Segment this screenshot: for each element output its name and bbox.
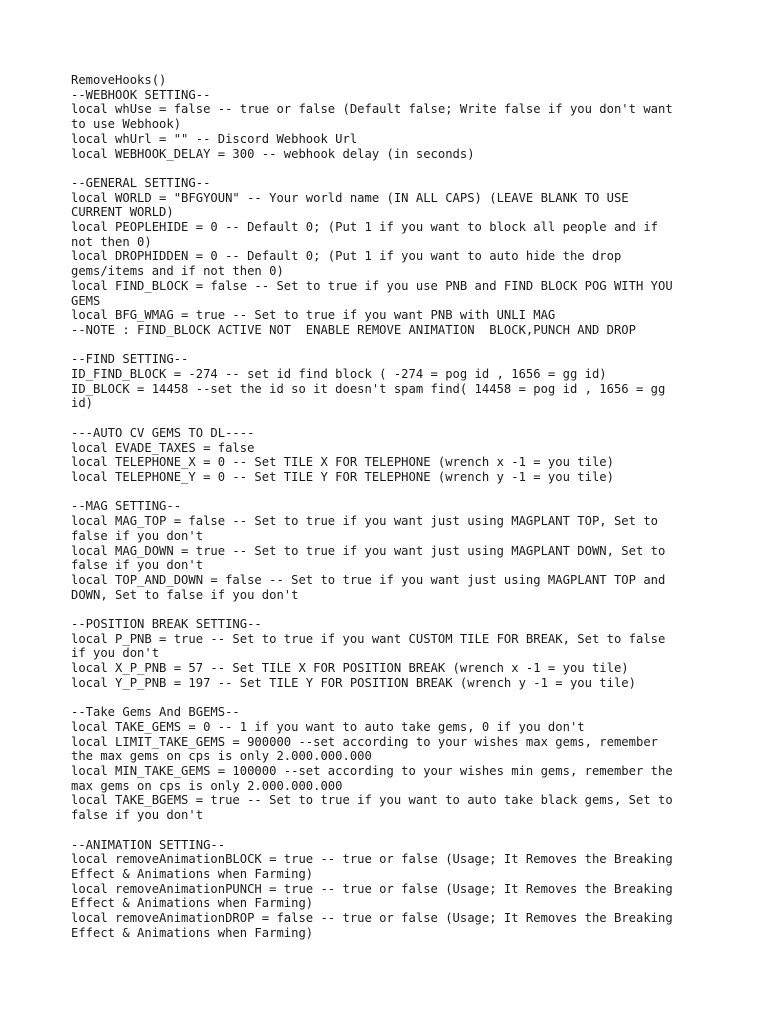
code-line: local removeAnimationPUNCH = true -- true or false (Usage; It Removes the Breaking [71, 881, 673, 896]
code-line: local removeAnimationBLOCK = true -- true or false (Usage; It Removes the Breaking [71, 852, 673, 867]
code-line: local P_PNB = true -- Set to true if you want CUSTOM TILE FOR BREAK, Set to false [71, 631, 666, 646]
code-line: local TAKE_GEMS = 0 -- 1 if you want to auto take gems, 0 if you don't [71, 719, 585, 734]
blank-line [71, 823, 699, 838]
code-line: --NOTE : FIND_BLOCK ACTIVE NOT ENABLE REMOVE ANIMATION BLOCK,PUNCH AND DROP [71, 322, 636, 337]
code-line: local BFG_WMAG = true -- Set to true if you want PNB with UNLI MAG [71, 308, 556, 323]
code-line: false if you don't [71, 808, 204, 823]
code-line: Effect & Animations when Farming) [71, 896, 314, 911]
code-line: local TAKE_BGEMS = true -- Set to true if you want to auto take black gems, Set to [71, 793, 673, 808]
code-line: ---AUTO CV GEMS TO DL---- [71, 425, 255, 440]
code-line: local Y_P_PNB = 197 -- Set TILE Y FOR POSITION BREAK (wrench y -1 = you tile) [71, 675, 636, 690]
code-line: local EVADE_TAXES = false [71, 440, 255, 455]
code-line: local PEOPLEHIDE = 0 -- Default 0; (Put 1 if you want to block all people and if [71, 220, 658, 235]
code-line: local DROPHIDDEN = 0 -- Default 0; (Put 1 if you want to auto hide the drop [71, 249, 622, 264]
code-line: Effect & Animations when Farming) [71, 925, 314, 940]
blank-line [71, 485, 699, 500]
code-line: DOWN, Set to false if you don't [71, 587, 299, 602]
code-line: ID_FIND_BLOCK = -274 -- set id find block ( -274 = pog id , 1656 = gg id) [71, 367, 607, 382]
code-line: local MAG_DOWN = true -- Set to true if you want just using MAGPLANT DOWN, Set to [71, 543, 666, 558]
code-line: local whUrl = "" -- Discord Webhook Url [71, 131, 358, 146]
code-line: local LIMIT_TAKE_GEMS = 900000 --set according to your wishes max gems, remember [71, 734, 658, 749]
code-line: local MIN_TAKE_GEMS = 100000 --set according to your wishes min gems, remember the [71, 764, 673, 779]
code-line: GEMS [71, 293, 101, 308]
blank-line [71, 338, 699, 353]
blank-line [71, 602, 699, 617]
code-line: local TELEPHONE_X = 0 -- Set TILE X FOR TELEPHONE (wrench x -1 = you tile) [71, 455, 614, 470]
code-line: local removeAnimationDROP = false -- true or false (Usage; It Removes the Breaking [71, 911, 673, 926]
blank-line [71, 411, 699, 426]
code-line: local TOP_AND_DOWN = false -- Set to true if you want just using MAGPLANT TOP and [71, 572, 666, 587]
code-line: if you don't [71, 646, 160, 661]
code-line: --MAG SETTING-- [71, 499, 182, 514]
code-line: local X_P_PNB = 57 -- Set TILE X FOR POSITION BREAK (wrench x -1 = you tile) [71, 661, 629, 676]
code-line: CURRENT WORLD) [71, 205, 174, 220]
code-line: ID_BLOCK = 14458 --set the id so it doesn't spam find( 14458 = pog id , 1656 = gg [71, 381, 666, 396]
code-line: --GENERAL SETTING-- [71, 175, 211, 190]
code-line: --FIND SETTING-- [71, 352, 189, 367]
blank-line [71, 161, 699, 176]
code-line: local MAG_TOP = false -- Set to true if you want just using MAGPLANT TOP, Set to [71, 514, 658, 529]
code-line: false if you don't [71, 528, 204, 543]
code-line: max gems on cps is only 2.000.000.000 [71, 778, 343, 793]
code-line: --POSITION BREAK SETTING-- [71, 617, 262, 632]
code-line: local TELEPHONE_Y = 0 -- Set TILE Y FOR TELEPHONE (wrench y -1 = you tile) [71, 469, 614, 484]
code-line: --WEBHOOK SETTING-- [71, 87, 211, 102]
code-line: not then 0) [71, 234, 152, 249]
code-line: gems/items and if not then 0) [71, 264, 284, 279]
code-line: local whUse = false -- true or false (Default false; Write false if you don't want [71, 102, 673, 117]
code-line: local WEBHOOK_DELAY = 300 -- webhook delay (in seconds) [71, 146, 475, 161]
code-line: --ANIMATION SETTING-- [71, 837, 226, 852]
code-line: false if you don't [71, 558, 204, 573]
code-line: id) [71, 396, 94, 411]
code-line: local WORLD = "BFGYOUN" -- Your world name (IN ALL CAPS) (LEAVE BLANK TO USE [71, 190, 629, 205]
code-line: local FIND_BLOCK = false -- Set to true if you use PNB and FIND BLOCK POG WITH YOU [71, 278, 673, 293]
code-line: to use Webhook) [71, 117, 182, 132]
code-line: Effect & Animations when Farming) [71, 866, 314, 881]
blank-line [71, 691, 699, 706]
code-line: RemoveHooks() [71, 73, 167, 87]
code-line: the max gems on cps is only 2.000.000.000 [71, 749, 372, 764]
code-line: --Take Gems And BGEMS-- [71, 705, 240, 720]
code-document [71, 73, 699, 940]
